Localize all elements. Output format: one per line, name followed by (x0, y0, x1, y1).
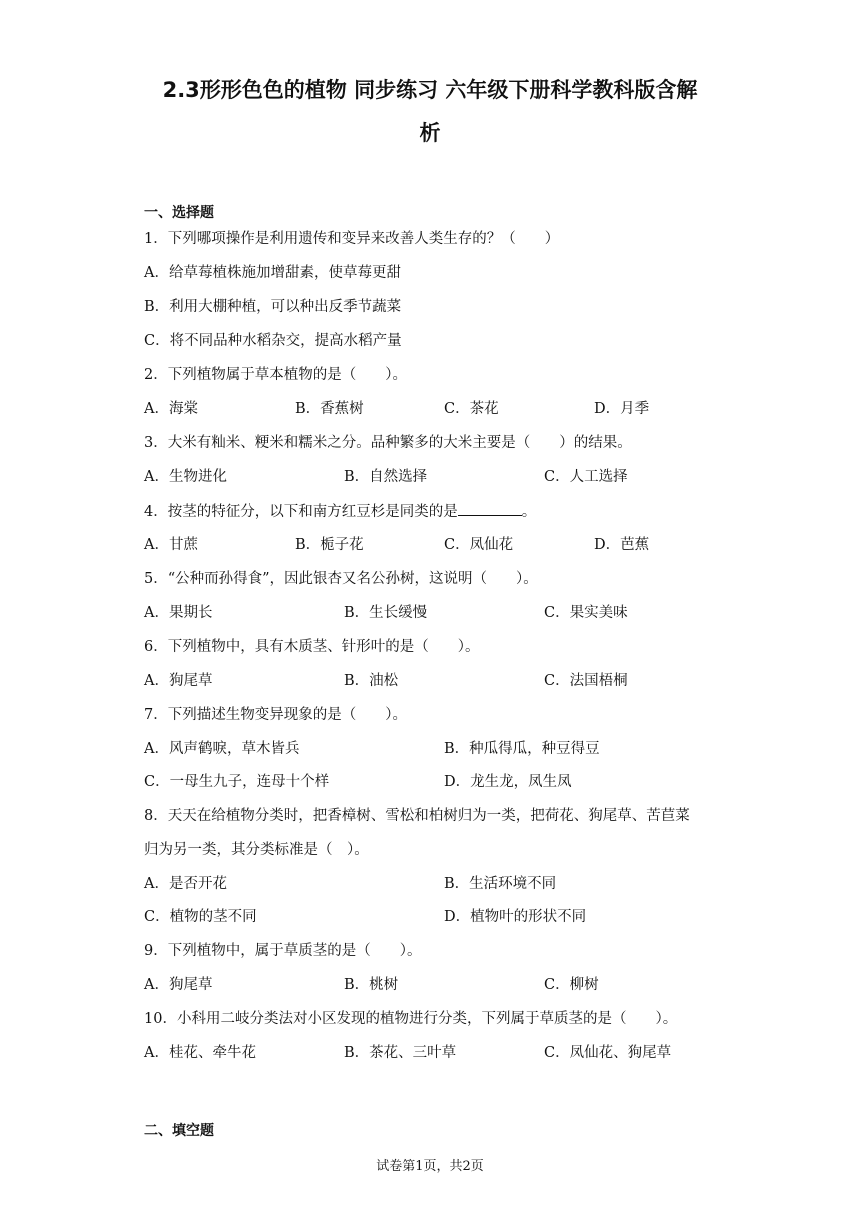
question-3-stem: 3．大米有籼米、粳米和糯米之分。品种繁多的大米主要是（ ）的结果。 (144, 435, 632, 451)
question-5-option-a: A．果期长 (144, 605, 213, 621)
question-6-stem: 6．下列植物中，具有木质茎、针形叶的是（ ）。 (144, 639, 480, 655)
question-9-option-b: B．桃树 (344, 977, 399, 993)
question-10-option-c: C．凤仙花、狗尾草 (544, 1045, 672, 1061)
question-6-option-a: A．狗尾草 (144, 673, 213, 689)
question-7-option-a: A．风声鹤唳，草木皆兵 (144, 741, 300, 757)
question-3-option-a: A．生物进化 (144, 469, 227, 485)
question-8-option-b: B．生活环境不同 (444, 876, 557, 892)
question-8-stem-line2: 归为另一类，其分类标准是（ ）。 (144, 842, 369, 858)
question-10-option-a: A．桂花、牵牛花 (144, 1045, 256, 1061)
question-8-stem-line1: 8．天天在给植物分类时，把香樟树、雪松和柏树归为一类，把荷花、狗尾草、苦苣菜 (144, 808, 690, 824)
question-1-option-a: A．给草莓植株施加增甜素，使草莓更甜 (144, 265, 401, 281)
question-4-option-b: B．栀子花 (295, 537, 364, 553)
question-8-option-c: C．植物的茎不同 (144, 909, 257, 925)
question-2-option-d: D．月季 (594, 401, 650, 417)
question-2-stem: 2．下列植物属于草本植物的是（ ）。 (144, 367, 407, 383)
question-9-option-a: A．狗尾草 (144, 977, 213, 993)
page-footer: 试卷第1页，共2页 (376, 1159, 484, 1174)
question-4-option-c: C．凤仙花 (444, 537, 514, 553)
question-7-option-b: B．种瓜得瓜，种豆得豆 (444, 741, 600, 757)
question-1-stem: 1．下列哪项操作是利用遗传和变异来改善人类生存的？（ ） (144, 231, 560, 247)
question-4-stem-after: 。 (521, 504, 537, 520)
question-2-option-a: A．海棠 (144, 401, 198, 417)
question-1-option-b: B．利用大棚种植，可以种出反季节蔬菜 (144, 299, 402, 315)
document-title-line2: 析 (419, 121, 441, 145)
question-9-stem: 9．下列植物中，属于草质茎的是（ ）。 (144, 943, 422, 959)
section-heading-fill: 二、填空题 (144, 1123, 214, 1139)
question-3-option-c: C．人工选择 (544, 469, 628, 485)
question-4-option-d: D．芭蕉 (594, 537, 650, 553)
section-heading-choice: 一、选择题 (144, 205, 214, 221)
question-5-option-b: B．生长缓慢 (344, 605, 428, 621)
question-6-option-b: B．油松 (344, 673, 399, 689)
question-2-option-c: C．茶花 (444, 401, 499, 417)
question-3-option-b: B．自然选择 (344, 469, 428, 485)
question-2-option-b: B．香蕉树 (295, 401, 364, 417)
question-4-option-a: A．甘蔗 (144, 537, 198, 553)
answer-blank (458, 501, 522, 516)
question-1-option-c: C．将不同品种水稻杂交，提高水稻产量 (144, 333, 402, 349)
question-7-option-d: D．龙生龙，凤生凤 (444, 774, 572, 790)
question-4-stem (144, 501, 536, 522)
question-10-stem: 10．小科用二岐分类法对小区发现的植物进行分类，下列属于草质茎的是（ ）。 (144, 1011, 678, 1027)
question-5-option-c: C．果实美味 (544, 605, 628, 621)
question-9-option-c: C．柳树 (544, 977, 599, 993)
question-7-stem: 7．下列描述生物变异现象的是（ ）。 (144, 707, 407, 723)
question-6-option-c: C．法国梧桐 (544, 673, 628, 689)
document-title-line1: 2.3形形色色的植物 同步练习 六年级下册科学教科版含解 (162, 78, 698, 102)
question-4-stem-before: 4．按茎的特征分，以下和南方红豆杉是同类的是 (144, 504, 458, 520)
question-10-option-b: B．茶花、三叶草 (344, 1045, 457, 1061)
question-5-stem: 5．“公种而孙得食”，因此银杏又名公孙树，这说明（ ）。 (144, 571, 538, 587)
question-7-option-c: C．一母生九子，连母十个样 (144, 774, 330, 790)
question-8-option-d: D．植物叶的形状不同 (444, 909, 587, 925)
question-8-option-a: A．是否开花 (144, 876, 227, 892)
